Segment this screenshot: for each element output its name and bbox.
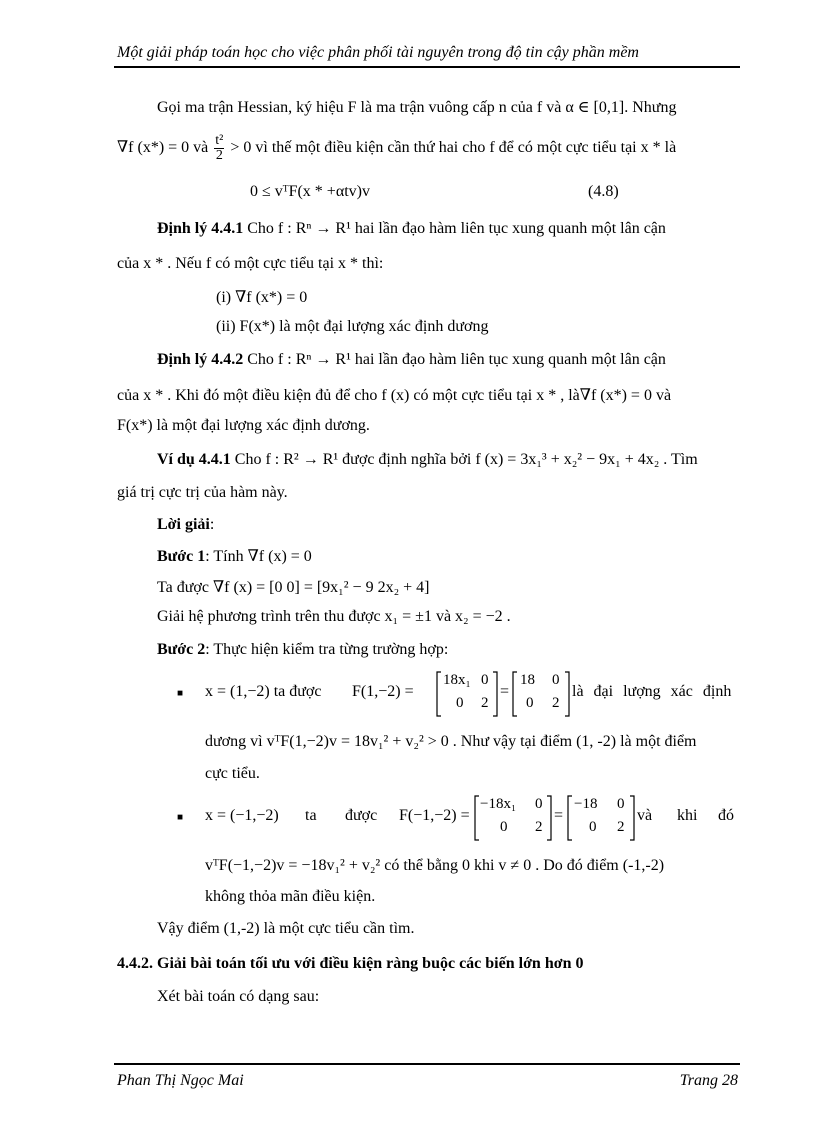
m1-a11: 18x₁: [443, 672, 471, 688]
case2-do: đó: [718, 807, 734, 824]
theorem-4-4-2-line2: của x * . Khi đó một điều kiện đủ để cho f (x) có một cực tiểu tại x * , là∇f (x*) = 0 và: [117, 387, 672, 404]
case1-prefix: x = (1,−2) ta được: [205, 683, 322, 700]
example-4-4-1-line1: [157, 451, 698, 469]
equals-sign-2: =: [554, 807, 564, 824]
m2-a22: 2: [552, 695, 560, 711]
case1-matrix-2: [512, 670, 570, 718]
step1-line: [157, 546, 312, 566]
section-4-4-2-text: Xét bài toán có dạng sau:: [157, 988, 320, 1005]
gradient-condition: ∇f (x*) = 0 và: [117, 139, 209, 157]
equation-4-8-label: (4.8): [588, 183, 619, 200]
case1-line3: cực tiểu.: [205, 765, 260, 782]
theorem-4-4-1-title: Định lý 4.4.1: [157, 220, 244, 237]
case2-ta: ta: [305, 807, 317, 824]
footer-rule: [114, 1063, 740, 1065]
m1-a22: 2: [481, 695, 489, 711]
m1-a12: 0: [481, 672, 489, 688]
step1-result: Ta được ∇f (x) = [0 0] = [9x₁² − 9 2x₂ + 4]: [157, 579, 430, 596]
m2-a21: 0: [526, 695, 534, 711]
step2-text: : Thực hiện kiểm tra từng trường hợp:: [205, 641, 449, 658]
theorem-4-4-1-item-ii: (ii) F(x*) là một đại lượng xác định dương: [216, 318, 489, 335]
case2-khi: khi: [677, 807, 698, 824]
m4-a11: −18: [574, 796, 598, 812]
theorem-4-4-2-line1: [157, 351, 666, 369]
m3-a11: −18x₁: [480, 796, 517, 812]
m1-a21: 0: [456, 695, 464, 711]
theorem-4-4-2-title: Định lý 4.4.2: [157, 351, 244, 368]
footer-author: Phan Thị Ngọc Mai: [117, 1072, 244, 1089]
theorem-4-4-1-line2: của x * . Nếu f có một cực tiểu tại x * thì:: [117, 255, 384, 272]
section-4-4-2-heading: 4.4.2. Giải bài toán tối ưu với điều kiện ràng buộc các biến lớn hơn 0: [117, 955, 584, 972]
para-hessian-line2: [117, 134, 676, 163]
bullet-icon: ■: [177, 812, 184, 823]
fraction-numerator: t²: [215, 133, 224, 148]
case1-line2: dương vì vᵀF(1,−2)v = 18v₁² + v₂² > 0 . Như vậy tại điểm (1, -2) là một điểm: [205, 733, 697, 750]
header-rule: [114, 66, 740, 68]
solution-label: Lời giải: [157, 516, 210, 533]
step2-label: Bước 2: [157, 641, 206, 658]
equals-sign: =: [500, 683, 510, 700]
step2-line: [157, 641, 448, 659]
m3-a21: 0: [500, 819, 508, 835]
equation-4-8: 0 ≤ vᵀF(x * +αtv)v: [250, 183, 370, 200]
theorem-4-4-1-item-i: (i) ∇f (x*) = 0: [216, 289, 308, 306]
case2-matrix-2: [567, 794, 635, 842]
case2-prefix: x = (−1,−2): [205, 807, 279, 824]
step1-text: : Tính ∇f (x) = 0: [205, 548, 312, 565]
case2-line2: vᵀF(−1,−2)v = −18v₁² + v₂² có thể bằng 0 khi v ≠ 0 . Do đó điểm (-1,-2): [205, 857, 665, 874]
fraction-denominator: 2: [215, 148, 223, 163]
theorem-4-4-2-text: Cho f : Rⁿ → R¹ hai lần đạo hàm liên tục xung quanh một lân cận: [247, 351, 666, 368]
step1-label: Bước 1: [157, 548, 206, 565]
case1-after: là đại lượng xác định: [572, 683, 732, 700]
case2-duoc: được: [345, 807, 378, 824]
fraction-t2-over-2: [214, 134, 224, 163]
theorem-4-4-1-line1: [157, 220, 666, 238]
conclusion: Vậy điểm (1,-2) là một cực tiểu cần tìm.: [157, 920, 415, 937]
page-header-title: Một giải pháp toán học cho việc phân phối tài nguyên trong độ tin cậy phần mềm: [117, 44, 639, 61]
bullet-icon: ■: [177, 688, 184, 699]
case2-F: F(−1,−2) =: [399, 807, 470, 824]
case1-matrix-1: [436, 670, 498, 718]
m2-a12: 0: [552, 672, 560, 688]
footer-page-number: Trang 28: [679, 1072, 738, 1089]
example-4-4-1-line2: giá trị cực trị của hàm này.: [117, 484, 288, 501]
para-hessian-line2-rest: > 0 vì thế một điều kiện cần thứ hai cho f để có một cực tiểu tại x * là: [230, 139, 677, 157]
m4-a21: 0: [589, 819, 597, 835]
case2-matrix-1: [474, 794, 552, 842]
m4-a12: 0: [617, 796, 625, 812]
m4-a22: 2: [617, 819, 625, 835]
case2-va: và: [637, 807, 653, 824]
m3-a12: 0: [535, 796, 543, 812]
case2-line3: không thỏa mãn điều kiện.: [205, 888, 376, 905]
case1-F: F(1,−2) =: [352, 683, 414, 700]
example-4-4-1-text: Cho f : R² → R¹ được định nghĩa bởi f (x) = 3x₁³ + x₂² − 9x₁ + 4x₂ . Tìm: [234, 451, 698, 468]
m3-a22: 2: [535, 819, 543, 835]
para-hessian-line1: Gọi ma trận Hessian, ký hiệu F là ma trận vuông cấp n của f và α ∈ [0,1]. Nhưng: [157, 99, 677, 116]
m2-a11: 18: [520, 672, 535, 688]
example-4-4-1-title: Ví dụ 4.4.1: [157, 451, 231, 468]
solution-heading: Lời giải:: [157, 516, 215, 533]
theorem-4-4-1-text: Cho f : Rⁿ → R¹ hai lần đạo hàm liên tục xung quanh một lân cận: [247, 220, 666, 237]
step1-solve: Giải hệ phương trình trên thu được x₁ = ±1 và x₂ = −2 .: [157, 608, 511, 625]
theorem-4-4-2-line3: F(x*) là một đại lượng xác định dương.: [117, 417, 370, 434]
